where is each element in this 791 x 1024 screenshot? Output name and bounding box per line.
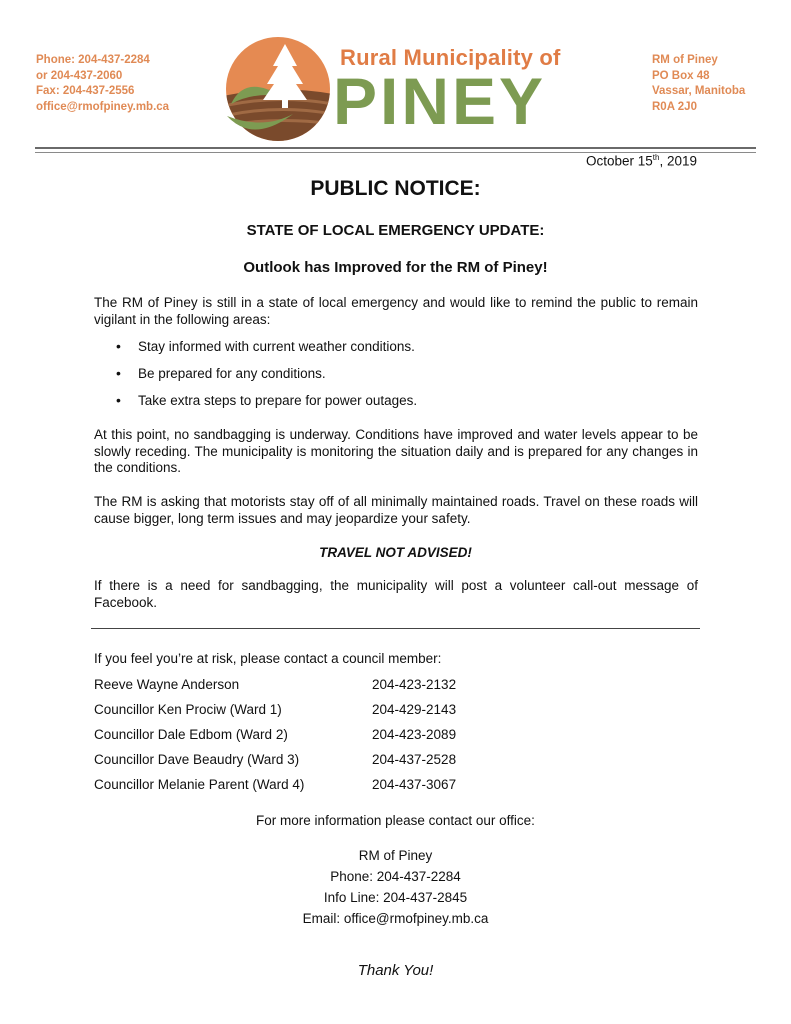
date-year: , 2019 bbox=[659, 153, 697, 169]
letterhead-phone: Phone: 204-437-2284 bbox=[36, 54, 150, 66]
council-member-name: Councillor Melanie Parent (Ward 4) bbox=[94, 777, 305, 792]
list-item: • Stay informed with current weather conditions. bbox=[110, 338, 417, 365]
council-member-phone: 204-437-3067 bbox=[372, 777, 457, 792]
notice-date bbox=[586, 153, 697, 169]
office-name: RM of Piney bbox=[358, 848, 433, 863]
council-member-name: Councillor Dale Edbom (Ward 2) bbox=[94, 727, 288, 742]
address-line: Vassar, Manitoba bbox=[652, 85, 746, 97]
council-member-phone: 204-423-2089 bbox=[372, 727, 457, 742]
office-info-line: Info Line: 204-437-2845 bbox=[323, 890, 468, 905]
vigilance-list bbox=[110, 338, 417, 419]
letterhead-contact-block bbox=[36, 53, 169, 115]
notice-heading: PUBLIC NOTICE: bbox=[310, 177, 481, 200]
contact-intro: If you feel you’re at risk, please contact a council member: bbox=[94, 651, 442, 666]
notice-subheading: STATE OF LOCAL EMERGENCY UPDATE: bbox=[246, 222, 545, 239]
sandbagging-paragraph: At this point, no sandbagging is underway. Conditions have improved and water levels appear to be slowly receding. The municipality is monitoring the situation daily and is prepared for any changes in the conditions. bbox=[94, 427, 698, 475]
roads-paragraph: The RM is asking that motorists stay off of all minimally maintained roads. Travel on these roads will cause bigger, long term issues and may jeopardize your safety. bbox=[94, 494, 698, 526]
office-email: Email: office@rmofpiney.mb.ca bbox=[302, 911, 489, 926]
notice-tagline: Outlook has Improved for the RM of Piney! bbox=[243, 259, 548, 276]
council-member-phone: 204-429-2143 bbox=[372, 702, 457, 717]
address-line: R0A 2J0 bbox=[652, 100, 697, 113]
intro-paragraph: The RM of Piney is still in a state of local emergency and would like to remind the public to remain vigilant in the following areas: bbox=[94, 295, 698, 327]
letterhead-divider bbox=[35, 147, 756, 149]
date-ordinal: th bbox=[652, 153, 660, 162]
council-member-phone: 204-437-2528 bbox=[372, 752, 457, 767]
address-line: RM of Piney bbox=[652, 54, 718, 66]
pine-tree-logo-icon bbox=[223, 34, 333, 144]
letterhead bbox=[0, 0, 791, 150]
municipality-title-large: PINEY bbox=[333, 64, 547, 138]
office-phone: Phone: 204-437-2284 bbox=[330, 869, 461, 884]
date-text: October 15 bbox=[585, 153, 653, 169]
more-info-line: For more information please contact our office: bbox=[256, 813, 535, 828]
letterhead-fax: Fax: 204-437-2556 bbox=[36, 85, 135, 97]
council-member-name: Councillor Ken Prociw (Ward 1) bbox=[94, 702, 282, 717]
office-contact-block bbox=[0, 845, 791, 929]
list-item: • Be prepared for any conditions. bbox=[110, 365, 417, 392]
address-line: PO Box 48 bbox=[652, 69, 710, 82]
municipality-title-small: Rural Municipality of bbox=[340, 45, 561, 70]
letterhead-email: office@rmofpiney.mb.ca bbox=[36, 100, 170, 113]
section-divider bbox=[91, 628, 700, 629]
council-member-name: Councillor Dave Beaudry (Ward 3) bbox=[94, 752, 300, 767]
council-member-name: Reeve Wayne Anderson bbox=[94, 677, 240, 692]
travel-warning: TRAVEL NOT ADVISED! bbox=[319, 545, 472, 560]
council-member-phone: 204-423-2132 bbox=[372, 677, 457, 692]
letterhead-address-block bbox=[652, 53, 745, 115]
list-item: • Take extra steps to prepare for power outages. bbox=[110, 392, 417, 419]
closing-thanks: Thank You! bbox=[357, 962, 434, 979]
volunteer-paragraph: If there is a need for sandbagging, the municipality will post a volunteer call-out message of Facebook. bbox=[94, 578, 698, 610]
letterhead-alt-phone: or 204-437-2060 bbox=[36, 69, 123, 82]
